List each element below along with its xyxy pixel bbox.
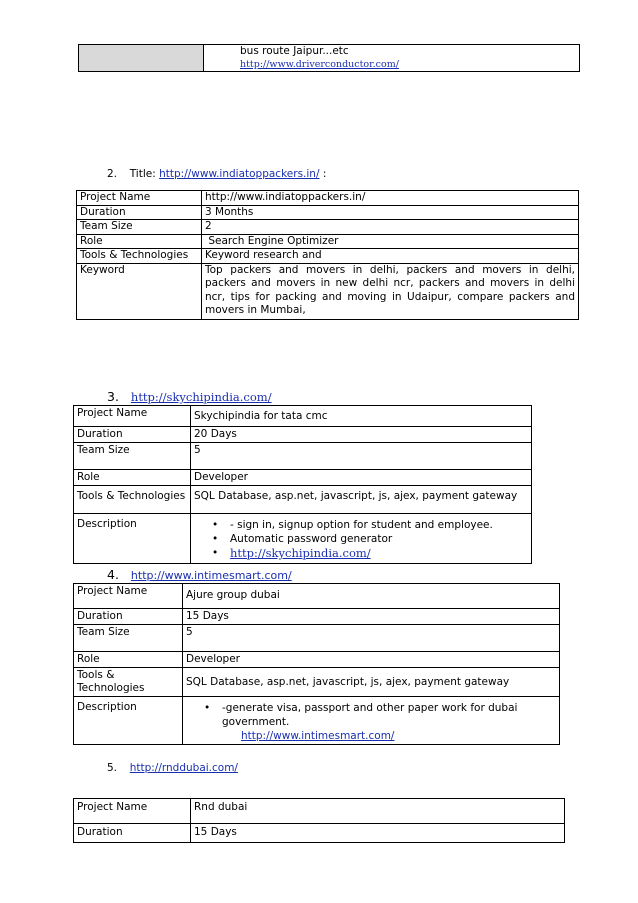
project4-link[interactable]: http://www.intimesmart.com/ — [130, 569, 292, 582]
project4-heading — [107, 567, 292, 582]
table-row — [74, 609, 560, 625]
value-cell: 2 — [202, 220, 579, 235]
label-cell: Duration — [77, 205, 202, 220]
label-cell: Role — [77, 234, 202, 249]
label-cell: Description — [74, 514, 191, 564]
table-row — [77, 220, 579, 235]
project5-link[interactable]: http://rnddubai.com/ — [129, 762, 238, 774]
value-cell: 5 — [191, 443, 532, 470]
value-cell — [183, 697, 560, 745]
description-list — [194, 518, 528, 561]
label-cell: Team Size — [74, 443, 191, 470]
label-cell: Tools & Technologies — [74, 486, 191, 514]
bus-route-text: bus route Jaipur...etc — [240, 45, 349, 57]
project5-number: 5. — [107, 762, 118, 774]
value-cell: 5 — [183, 625, 560, 652]
table-row — [77, 205, 579, 220]
table-row — [77, 249, 579, 264]
table-row — [74, 486, 532, 514]
project4-number: 4. — [107, 567, 119, 582]
table-row — [74, 427, 532, 443]
value-cell — [191, 514, 532, 564]
driverconductor-link[interactable]: http://www.driverconductor.com/ — [240, 59, 399, 70]
label-cell: Duration — [74, 824, 191, 843]
label-cell: Team Size — [77, 220, 202, 235]
label-cell: Project Name — [77, 191, 202, 206]
label-cell: Project Name — [74, 584, 183, 609]
project5-table — [73, 798, 565, 843]
value-cell: SQL Database, asp.net, javascript, js, ajex, payment gateway — [191, 486, 532, 514]
value-cell: Keyword research and — [202, 249, 579, 264]
project3-link[interactable]: http://skychipindia.com/ — [130, 390, 272, 404]
value-cell: Developer — [183, 652, 560, 668]
project4-table — [73, 583, 560, 745]
project2-heading — [107, 168, 326, 180]
value-cell: 3 Months — [202, 205, 579, 220]
value-cell: Rnd dubai — [191, 799, 565, 824]
project2-number: 2. — [107, 168, 118, 180]
value-cell — [204, 45, 580, 72]
label-cell: Duration — [74, 609, 183, 625]
value-cell: Top packers and movers in delhi, packers and movers in delhi, packers and movers in new delhi ncr, packers and movers in delhi ncr, tips for packing and moving in Udaipur, compare packers and movers in Mumbai, — [202, 263, 579, 319]
project2-table — [76, 190, 579, 320]
label-cell: Tools & Technologies — [74, 668, 183, 697]
description-list — [186, 701, 556, 743]
table-row — [74, 652, 560, 668]
value-cell: SQL Database, asp.net, javascript, js, ajex, payment gateway — [183, 668, 560, 697]
label-cell: Tools & Technologies — [77, 249, 202, 264]
list-item: • - sign in, signup option for student and employee. — [230, 518, 528, 532]
project2-title-link[interactable]: http://www.indiatoppackers.in/ — [159, 168, 320, 180]
project1-table-fragment — [78, 44, 580, 72]
project2-title-suffix: : — [319, 168, 327, 180]
table-row — [77, 234, 579, 249]
label-cell: Keyword — [77, 263, 202, 319]
value-cell: 15 Days — [183, 609, 560, 625]
table-row — [77, 263, 579, 319]
table-row — [74, 625, 560, 652]
table-row — [74, 443, 532, 470]
list-item-text: -generate visa, passport and other paper work for dubai government. — [222, 702, 518, 728]
project3-heading — [107, 389, 272, 404]
list-item: • Automatic password generator — [230, 532, 528, 546]
label-cell: Duration — [74, 427, 191, 443]
table-row — [74, 470, 532, 486]
label-cell: Description — [74, 697, 183, 745]
table-row — [74, 514, 532, 564]
value-cell: Developer — [191, 470, 532, 486]
value-cell: 20 Days — [191, 427, 532, 443]
list-item — [230, 546, 528, 561]
shaded-label-cell — [79, 45, 204, 72]
label-cell: Role — [74, 652, 183, 668]
value-cell: 15 Days — [191, 824, 565, 843]
skychipindia-link[interactable]: http://skychipindia.com/ — [230, 546, 371, 560]
table-row — [74, 406, 532, 427]
label-cell: Role — [74, 470, 191, 486]
project3-table — [73, 405, 532, 564]
label-cell: Project Name — [74, 799, 191, 824]
table-row — [77, 191, 579, 206]
value-cell: Skychipindia for tata cmc — [191, 406, 532, 427]
label-cell: Team Size — [74, 625, 183, 652]
list-item — [222, 701, 556, 743]
project3-number: 3. — [107, 389, 119, 404]
value-cell: http://www.indiatoppackers.in/ — [202, 191, 579, 206]
project5-heading — [107, 762, 238, 774]
project2-title-prefix: Title: — [129, 168, 160, 180]
table-row — [74, 824, 565, 843]
value-cell: Ajure group dubai — [183, 584, 560, 609]
table-row — [74, 799, 565, 824]
label-cell: Project Name — [74, 406, 191, 427]
table-row — [74, 668, 560, 697]
table-row — [74, 697, 560, 745]
value-cell: Search Engine Optimizer — [202, 234, 579, 249]
table-row — [74, 584, 560, 609]
intimesmart-link[interactable]: http://www.intimesmart.com/ — [241, 730, 395, 742]
